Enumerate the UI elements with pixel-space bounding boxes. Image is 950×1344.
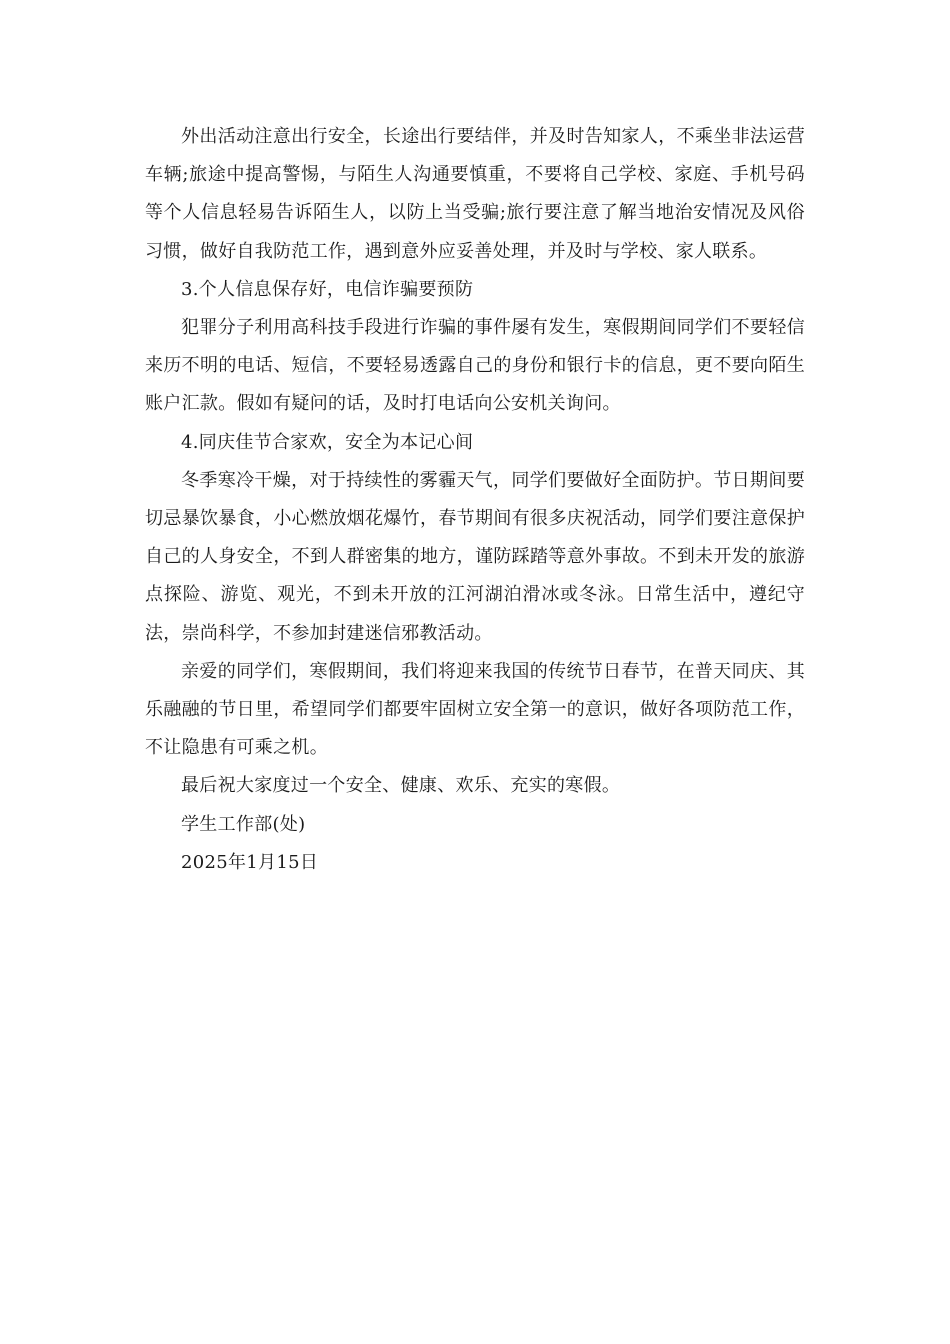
- heading-festival-safety: 4.同庆佳节合家欢，安全为本记心间: [181, 431, 474, 453]
- document-page: [145, 118, 805, 882]
- signature-date: 2025年1月15日: [181, 851, 319, 873]
- paragraph-telecom-fraud: 犯罪分子利用高科技手段进行诈骗的事件屡有发生，寒假期间同学们不要轻信来历不明的电话、短信，不要轻易透露自己的身份和银行卡的信息，更不要向陌生账户汇款。假如有疑问的话，及时打电话向公安机关询问。: [145, 317, 805, 415]
- paragraph-winter-safety: 冬季寒冷干燥，对于持续性的雾霾天气，同学们要做好全面防护。节日期间要切忌暴饮暴食，小心燃放烟花爆竹，春节期间有很多庆祝活动，同学们要注意保护自己的人身安全，不到人群密集的地方，谨防踩踏等意外事故。不到未开发的旅游点探险、游览、观光，不到未开放的江河湖泊滑冰或冬泳。日常生活中，遵纪守法，崇尚科学，不参加封建迷信邪教活动。: [145, 469, 805, 644]
- closing-wishes: 最后祝大家度过一个安全、健康、欢乐、充实的寒假。: [181, 775, 621, 797]
- paragraph-travel-safety: 外出活动注意出行安全，长途出行要结伴，并及时告知家人，不乘坐非法运营车辆;旅途中提高警惕，与陌生人沟通要慎重，不要将自己学校、家庭、手机号码等个人信息轻易告诉陌生人，以防上当受骗;旅行要注意了解当地治安情况及风俗习惯，做好自我防范工作，遇到意外应妥善处理，并及时与学校、家人联系。: [145, 126, 805, 262]
- heading-personal-info: 3.个人信息保存好，电信诈骗要预防: [181, 278, 474, 300]
- signature-department: 学生工作部(处): [181, 813, 306, 835]
- paragraph-spring-festival: 亲爱的同学们，寒假期间，我们将迎来我国的传统节日春节，在普天同庆、其乐融融的节日里，希望同学们都要牢固树立安全第一的意识，做好各项防范工作，不让隐患有可乘之机。: [145, 660, 805, 759]
